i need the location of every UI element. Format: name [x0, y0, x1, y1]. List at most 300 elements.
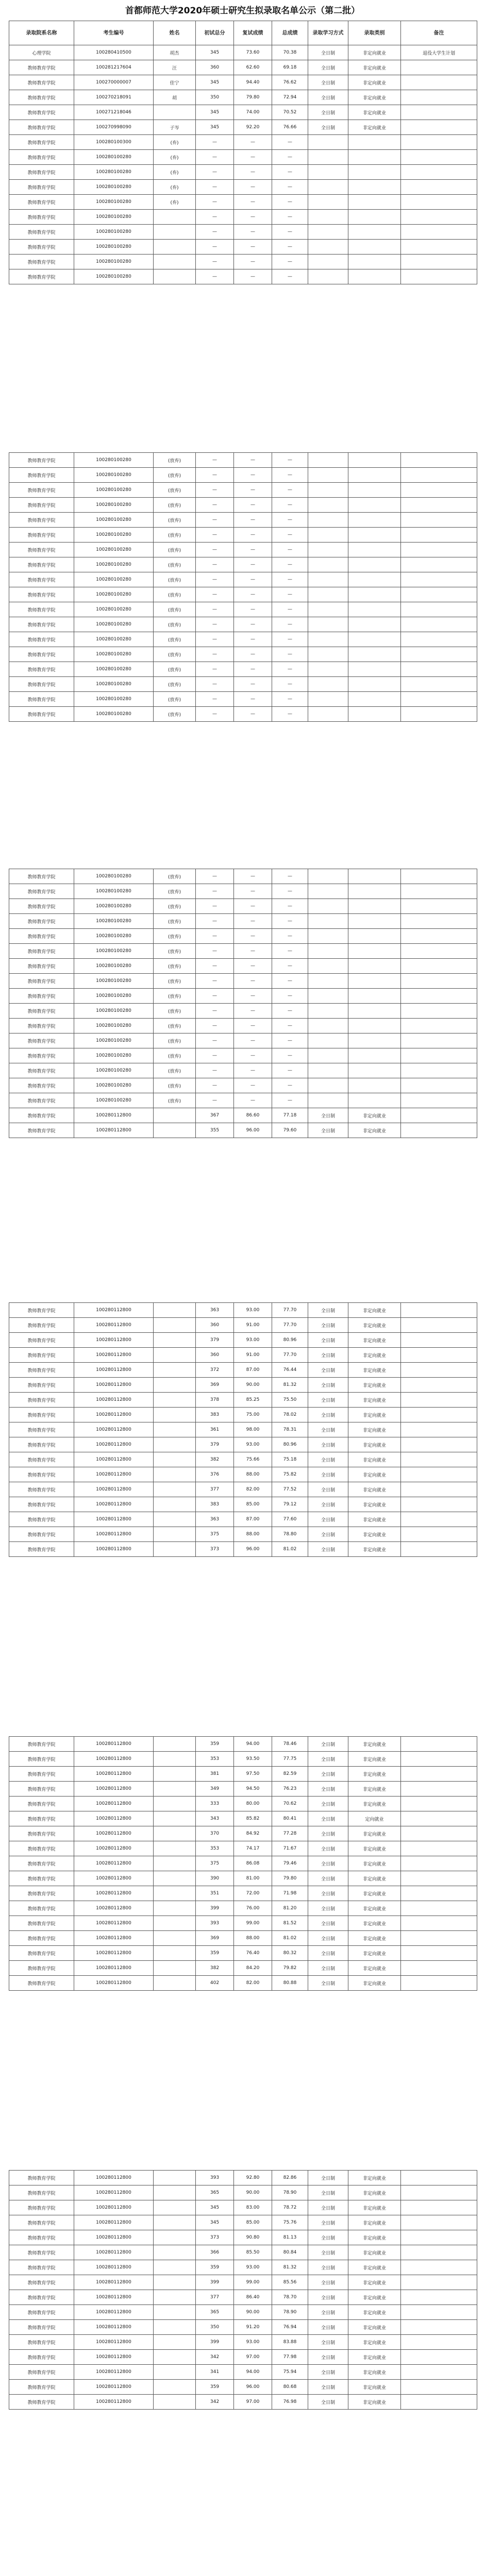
- table-cell: 100280100280: [74, 513, 154, 528]
- table-row: [9, 105, 477, 120]
- table-cell: 81.02: [272, 1931, 308, 1946]
- table-cell: —: [234, 1004, 272, 1019]
- table-cell: 全日制: [308, 1886, 348, 1901]
- table-row: [9, 1422, 477, 1437]
- table-cell: 教师教育学院: [9, 60, 74, 75]
- table-cell: 100280100280: [74, 195, 154, 210]
- table-cell: 全日制: [308, 1527, 348, 1542]
- table-cell: 365: [196, 2185, 234, 2200]
- table-cell: [401, 1437, 477, 1452]
- table-cell: 100280100280: [74, 602, 154, 617]
- table-cell: 91.20: [234, 2320, 272, 2335]
- table-cell: [348, 899, 401, 914]
- table-cell: [308, 617, 348, 632]
- table-cell: 全日制: [308, 1497, 348, 1512]
- table-row: [9, 677, 477, 692]
- table-cell: [154, 1826, 196, 1841]
- table-cell: 非定向就业: [348, 1452, 401, 1467]
- table-cell: [401, 1961, 477, 1976]
- table-cell: [154, 1841, 196, 1856]
- table-cell: 全日制: [308, 2350, 348, 2365]
- table-row: [9, 255, 477, 269]
- table-cell: 教师教育学院: [9, 929, 74, 944]
- table-cell: 教师教育学院: [9, 1767, 74, 1782]
- table-cell: 100280100280: [74, 899, 154, 914]
- table-cell: [401, 2245, 477, 2260]
- table-cell: 80.88: [272, 1976, 308, 1991]
- table-cell: [154, 1961, 196, 1976]
- table-cell: —: [196, 647, 234, 662]
- table-cell: 76.94: [272, 2320, 308, 2335]
- table-cell: [308, 557, 348, 572]
- table-cell: [401, 60, 477, 75]
- table-cell: 教师教育学院: [9, 572, 74, 587]
- table-cell: —: [234, 453, 272, 468]
- table-cell: —: [234, 269, 272, 284]
- table-cell: (放弃): [154, 662, 196, 677]
- table-cell: 93.00: [234, 2260, 272, 2275]
- table-cell: 100280112800: [74, 2200, 154, 2215]
- table-cell: —: [272, 165, 308, 180]
- table-cell: 80.68: [272, 2380, 308, 2395]
- admission-table: [9, 1302, 477, 1557]
- table-cell: —: [196, 1019, 234, 1033]
- table-cell: [308, 1004, 348, 1019]
- table-cell: 100280100280: [74, 557, 154, 572]
- table-cell: [401, 2320, 477, 2335]
- table-row: [9, 587, 477, 602]
- admission-table: [9, 21, 477, 284]
- table-cell: 86.08: [234, 1856, 272, 1871]
- table-cell: 非定向就业: [348, 45, 401, 60]
- table-row: [9, 2365, 477, 2380]
- table-cell: 教师教育学院: [9, 269, 74, 284]
- table-cell: [348, 240, 401, 255]
- table-cell: 教师教育学院: [9, 1931, 74, 1946]
- table-cell: —: [234, 225, 272, 240]
- table-cell: 100280112800: [74, 2260, 154, 2275]
- table-cell: 全日制: [308, 2380, 348, 2395]
- table-cell: 76.98: [272, 2395, 308, 2410]
- table-cell: 非定向就业: [348, 1333, 401, 1348]
- table-cell: 100280112800: [74, 2320, 154, 2335]
- table-cell: [154, 1363, 196, 1378]
- table-cell: 教师教育学院: [9, 2260, 74, 2275]
- table-cell: 90.80: [234, 2230, 272, 2245]
- table-cell: 100280100280: [74, 707, 154, 722]
- table-cell: 教师教育学院: [9, 1004, 74, 1019]
- table-row: [9, 498, 477, 513]
- table-cell: 76.44: [272, 1363, 308, 1378]
- table-cell: [154, 105, 196, 120]
- table-cell: [401, 225, 477, 240]
- table-cell: 全日制: [308, 2275, 348, 2290]
- table-cell: —: [234, 468, 272, 483]
- table-cell: 全日制: [308, 105, 348, 120]
- table-cell: [154, 1378, 196, 1393]
- table-cell: —: [196, 692, 234, 707]
- table-row: [9, 647, 477, 662]
- table-cell: [308, 240, 348, 255]
- table-cell: 教师教育学院: [9, 1841, 74, 1856]
- table-cell: 72.00: [234, 1886, 272, 1901]
- table-row: [9, 1811, 477, 1826]
- table-cell: 376: [196, 1467, 234, 1482]
- table-cell: 100280100280: [74, 869, 154, 884]
- table-cell: 85.00: [234, 2215, 272, 2230]
- table-row: [9, 1946, 477, 1961]
- table-cell: 372: [196, 1363, 234, 1378]
- table-cell: 365: [196, 2305, 234, 2320]
- table-row: [9, 180, 477, 195]
- table-row: [9, 1063, 477, 1078]
- table-cell: 333: [196, 1797, 234, 1811]
- table-cell: 98.00: [234, 1422, 272, 1437]
- table-cell: —: [234, 1093, 272, 1108]
- table-cell: [348, 602, 401, 617]
- table-cell: —: [196, 269, 234, 284]
- table-cell: 非定向就业: [348, 1318, 401, 1333]
- table-cell: [401, 2215, 477, 2230]
- table-cell: 100280100280: [74, 959, 154, 974]
- table-cell: [308, 1093, 348, 1108]
- table-cell: 359: [196, 1946, 234, 1961]
- table-cell: [401, 1841, 477, 1856]
- table-cell: (放弃): [154, 1078, 196, 1093]
- table-cell: 62.60: [234, 60, 272, 75]
- table-cell: 非定向就业: [348, 1782, 401, 1797]
- table-cell: [154, 1497, 196, 1512]
- table-row: [9, 557, 477, 572]
- table-cell: 75.82: [272, 1467, 308, 1482]
- table-cell: [401, 647, 477, 662]
- table-cell: 100280100280: [74, 528, 154, 543]
- table-row: [9, 2305, 477, 2320]
- table-cell: 85.25: [234, 1393, 272, 1408]
- table-cell: [348, 528, 401, 543]
- table-cell: —: [196, 587, 234, 602]
- table-cell: 80.96: [272, 1333, 308, 1348]
- table-cell: 100280112800: [74, 2185, 154, 2200]
- table-row: [9, 453, 477, 468]
- table-cell: (放弃): [154, 1063, 196, 1078]
- table-cell: 教师教育学院: [9, 1393, 74, 1408]
- table-cell: 教师教育学院: [9, 1123, 74, 1138]
- table-cell: 369: [196, 1931, 234, 1946]
- table-row: [9, 914, 477, 929]
- table-cell: 教师教育学院: [9, 2215, 74, 2230]
- table-row: [9, 1961, 477, 1976]
- table-cell: —: [196, 944, 234, 959]
- table-cell: 88.00: [234, 1931, 272, 1946]
- table-row: [9, 60, 477, 75]
- table-cell: 教师教育学院: [9, 2380, 74, 2395]
- table-cell: 教师教育学院: [9, 1303, 74, 1318]
- table-cell: [154, 1123, 196, 1138]
- table-cell: [308, 914, 348, 929]
- table-cell: 81.00: [234, 1871, 272, 1886]
- table-row: [9, 1333, 477, 1348]
- table-cell: [154, 2245, 196, 2260]
- table-cell: 非定向就业: [348, 1871, 401, 1886]
- table-cell: 非定向就业: [348, 1916, 401, 1931]
- table-row: [9, 1752, 477, 1767]
- table-cell: [154, 2395, 196, 2410]
- table-cell: [401, 453, 477, 468]
- table-cell: —: [196, 929, 234, 944]
- table-cell: 教师教育学院: [9, 1946, 74, 1961]
- table-cell: 教师教育学院: [9, 2395, 74, 2410]
- table-cell: —: [272, 692, 308, 707]
- table-cell: 360: [196, 1348, 234, 1363]
- table-cell: 全日制: [308, 2365, 348, 2380]
- table-cell: 心理学院: [9, 45, 74, 60]
- table-cell: [348, 1078, 401, 1093]
- table-cell: —: [196, 210, 234, 225]
- table-cell: 80.32: [272, 1946, 308, 1961]
- table-cell: 教师教育学院: [9, 90, 74, 105]
- table-cell: 非定向就业: [348, 75, 401, 90]
- table-row: [9, 1527, 477, 1542]
- table-cell: [401, 1886, 477, 1901]
- table-cell: [401, 1108, 477, 1123]
- table-row: [9, 2215, 477, 2230]
- table-cell: 97.50: [234, 1767, 272, 1782]
- column-header: 总成绩: [272, 21, 308, 45]
- table-cell: [401, 2275, 477, 2290]
- table-cell: [154, 1422, 196, 1437]
- table-cell: 100280100280: [74, 1093, 154, 1108]
- column-header: 考生编号: [74, 21, 154, 45]
- table-cell: —: [234, 572, 272, 587]
- table-cell: —: [196, 632, 234, 647]
- table-cell: —: [234, 195, 272, 210]
- table-cell: [401, 1318, 477, 1333]
- table-cell: —: [272, 1048, 308, 1063]
- table-cell: 94.40: [234, 75, 272, 90]
- table-cell: 教师教育学院: [9, 1856, 74, 1871]
- table-cell: —: [196, 255, 234, 269]
- table-cell: 100280112800: [74, 1363, 154, 1378]
- table-cell: —: [272, 572, 308, 587]
- table-cell: 教师教育学院: [9, 210, 74, 225]
- table-cell: 100280112800: [74, 1497, 154, 1512]
- table-cell: 100280112800: [74, 1378, 154, 1393]
- table-row: [9, 2290, 477, 2305]
- table-cell: —: [196, 1078, 234, 1093]
- table-cell: —: [272, 269, 308, 284]
- table-cell: [154, 1767, 196, 1782]
- table-cell: 85.82: [234, 1811, 272, 1826]
- table-cell: [308, 453, 348, 468]
- table-cell: 74.17: [234, 1841, 272, 1856]
- table-cell: 82.00: [234, 1976, 272, 1991]
- table-cell: 教师教育学院: [9, 1363, 74, 1378]
- table-cell: —: [196, 602, 234, 617]
- table-cell: [401, 2230, 477, 2245]
- table-cell: [308, 959, 348, 974]
- table-cell: 教师教育学院: [9, 1811, 74, 1826]
- table-cell: [401, 483, 477, 498]
- table-cell: [308, 707, 348, 722]
- table-cell: 100280112800: [74, 1437, 154, 1452]
- table-cell: 360: [196, 1318, 234, 1333]
- table-cell: [154, 210, 196, 225]
- table-cell: [154, 1437, 196, 1452]
- table-cell: [348, 513, 401, 528]
- table-cell: [401, 677, 477, 692]
- table-cell: [154, 2185, 196, 2200]
- table-row: [9, 617, 477, 632]
- table-cell: [154, 1916, 196, 1931]
- table-cell: [401, 240, 477, 255]
- table-cell: 85.50: [234, 2245, 272, 2260]
- table-cell: [401, 1093, 477, 1108]
- table-cell: —: [272, 557, 308, 572]
- table-cell: —: [234, 692, 272, 707]
- table-cell: [401, 180, 477, 195]
- table-cell: 非定向就业: [348, 1437, 401, 1452]
- table-cell: [308, 647, 348, 662]
- table-cell: —: [272, 869, 308, 884]
- table-cell: (放弃): [154, 513, 196, 528]
- table-cell: 375: [196, 1856, 234, 1871]
- table-cell: 100270218091: [74, 90, 154, 105]
- table-cell: —: [234, 240, 272, 255]
- table-cell: 汪: [154, 60, 196, 75]
- table-cell: [308, 269, 348, 284]
- table-cell: (弃): [154, 150, 196, 165]
- table-row: [9, 1048, 477, 1063]
- table-cell: 92.80: [234, 2171, 272, 2185]
- table-cell: 90.00: [234, 1378, 272, 1393]
- table-row: [9, 1467, 477, 1482]
- table-cell: 教师教育学院: [9, 692, 74, 707]
- table-row: [9, 899, 477, 914]
- table-cell: 全日制: [308, 1856, 348, 1871]
- table-cell: 100280112800: [74, 2275, 154, 2290]
- table-cell: —: [272, 974, 308, 989]
- table-cell: 教师教育学院: [9, 255, 74, 269]
- table-cell: 100270000007: [74, 75, 154, 90]
- table-cell: 355: [196, 1123, 234, 1138]
- table-cell: [401, 914, 477, 929]
- table-cell: 教师教育学院: [9, 2320, 74, 2335]
- table-cell: 教师教育学院: [9, 1797, 74, 1811]
- table-cell: (放弃): [154, 974, 196, 989]
- table-cell: 全日制: [308, 1408, 348, 1422]
- table-cell: 教师教育学院: [9, 1512, 74, 1527]
- table-cell: (放弃): [154, 899, 196, 914]
- table-cell: —: [196, 180, 234, 195]
- table-cell: —: [196, 662, 234, 677]
- table-cell: 76.23: [272, 1782, 308, 1797]
- table-cell: 教师教育学院: [9, 1826, 74, 1841]
- table-cell: 教师教育学院: [9, 959, 74, 974]
- table-cell: 教师教育学院: [9, 1019, 74, 1033]
- table-cell: —: [234, 483, 272, 498]
- table-cell: (放弃): [154, 1033, 196, 1048]
- table-cell: 100280112800: [74, 2230, 154, 2245]
- table-cell: [401, 1303, 477, 1318]
- table-cell: 79.80: [234, 90, 272, 105]
- table-cell: 胡: [154, 90, 196, 105]
- table-cell: 100280100280: [74, 269, 154, 284]
- table-cell: 377: [196, 2290, 234, 2305]
- table-cell: 教师教育学院: [9, 180, 74, 195]
- table-cell: [348, 884, 401, 899]
- table-cell: [401, 989, 477, 1004]
- table-cell: [154, 2215, 196, 2230]
- table-cell: —: [196, 959, 234, 974]
- table-cell: [348, 269, 401, 284]
- table-cell: —: [272, 513, 308, 528]
- table-cell: [308, 662, 348, 677]
- table-cell: —: [196, 135, 234, 150]
- table-cell: [401, 662, 477, 677]
- table-cell: 79.82: [272, 1961, 308, 1976]
- table-row: [9, 1782, 477, 1797]
- table-cell: [401, 269, 477, 284]
- table-cell: —: [234, 180, 272, 195]
- table-cell: 100280112800: [74, 1946, 154, 1961]
- table-cell: 78.80: [272, 1527, 308, 1542]
- table-cell: —: [272, 528, 308, 543]
- table-cell: 定向就业: [348, 1811, 401, 1826]
- table-cell: (放弃): [154, 572, 196, 587]
- table-cell: 399: [196, 2275, 234, 2290]
- table-cell: 100280112800: [74, 1348, 154, 1363]
- table-cell: (弃): [154, 195, 196, 210]
- table-cell: 80.41: [272, 1811, 308, 1826]
- table-cell: —: [234, 165, 272, 180]
- table-row: [9, 2230, 477, 2245]
- table-cell: 非定向就业: [348, 2171, 401, 2185]
- table-cell: (弃): [154, 165, 196, 180]
- table-cell: 81.13: [272, 2230, 308, 2245]
- table-row: [9, 120, 477, 135]
- table-cell: 100280100280: [74, 1063, 154, 1078]
- table-cell: 教师教育学院: [9, 617, 74, 632]
- table-cell: [154, 1452, 196, 1467]
- table-cell: [308, 632, 348, 647]
- table-cell: —: [196, 483, 234, 498]
- table-cell: 100280410500: [74, 45, 154, 60]
- table-row: [9, 150, 477, 165]
- table-row: [9, 692, 477, 707]
- table-cell: [401, 2365, 477, 2380]
- table-cell: 100280112800: [74, 1811, 154, 1826]
- table-cell: 75.76: [272, 2215, 308, 2230]
- table-cell: —: [272, 135, 308, 150]
- table-cell: (放弃): [154, 453, 196, 468]
- table-cell: 359: [196, 2380, 234, 2395]
- table-cell: [401, 602, 477, 617]
- table-cell: 100280100280: [74, 572, 154, 587]
- table-cell: [348, 557, 401, 572]
- table-cell: 70.52: [272, 105, 308, 120]
- table-cell: (放弃): [154, 929, 196, 944]
- table-cell: 100280100280: [74, 1019, 154, 1033]
- table-cell: 343: [196, 1811, 234, 1826]
- table-cell: 383: [196, 1408, 234, 1422]
- table-row: [9, 2185, 477, 2200]
- table-row: [9, 269, 477, 284]
- table-cell: 100280112800: [74, 1752, 154, 1767]
- table-cell: [308, 498, 348, 513]
- table-cell: [401, 210, 477, 225]
- table-row: [9, 1542, 477, 1557]
